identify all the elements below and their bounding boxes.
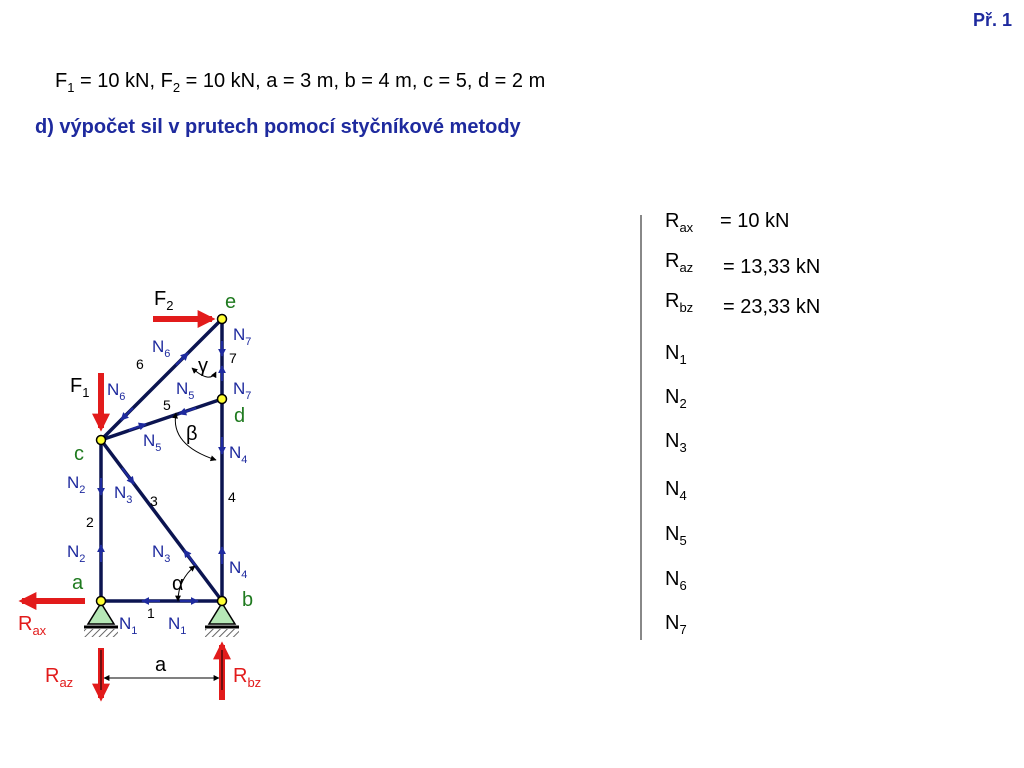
node-label-e: e (225, 291, 237, 313)
n7-label-bottom: $N_7$ (233, 379, 252, 402)
n3-label-upper: $N_3$ (114, 483, 133, 506)
rax-label: $R_{ax}$ (18, 613, 47, 638)
load-arrows (22, 319, 222, 700)
result-subscript: bz (679, 300, 694, 315)
bar-number-5: 5 (163, 397, 171, 413)
node-d (218, 395, 227, 404)
node-e (218, 315, 227, 324)
rbz-label: $R_{bz}$ (233, 665, 262, 690)
dimension-label-a: a (155, 654, 167, 676)
result-symbol: R (665, 250, 680, 272)
node-label-a: a (72, 572, 84, 594)
f2-label: $F_2$ (154, 288, 174, 313)
given-rest: = 10 kN, a = 3 m, b = 4 m, c = 5, d = 2 m (180, 70, 546, 92)
f2-subscript: 2 (172, 80, 181, 95)
bar-number-1: 1 (147, 605, 155, 621)
bar-number-3: 3 (150, 493, 158, 509)
result-subscript: 3 (679, 440, 687, 455)
n1-label-right: $N_1$ (168, 614, 187, 637)
section-subtitle: d) výpočet sil v prutech pomocí styčníkové metody (35, 116, 521, 138)
result-raz-value: = 13,33 kN (723, 256, 821, 278)
n2-label-lower: $N_2$ (67, 542, 86, 565)
beta-symbol: β (186, 423, 198, 445)
node-label-c: c (74, 443, 84, 465)
support-b (205, 603, 239, 637)
result-subscript: 7 (679, 622, 687, 637)
n4-label-lower: $N_4$ (229, 558, 248, 581)
alpha-symbol: α (172, 573, 184, 595)
result-symbol: N (665, 568, 680, 590)
result-symbol: N (665, 386, 680, 408)
f1-label: $F_1$ (70, 375, 90, 400)
n5-label-lower: $N_5$ (143, 431, 162, 454)
f1-value: = 10 kN, (74, 70, 161, 92)
node-b (218, 597, 227, 606)
result-symbol: N (665, 612, 680, 634)
result-subscript: az (679, 260, 694, 275)
result-symbol: R (665, 210, 680, 232)
result-subscript: 4 (679, 488, 687, 503)
n4-label-upper: $N_4$ (229, 443, 248, 466)
node-label-d: d (234, 405, 246, 427)
raz-label: $R_{az}$ (45, 665, 74, 690)
result-subscript: 1 (679, 352, 687, 367)
node-label-b: b (242, 589, 254, 611)
f1-symbol: F (55, 70, 68, 92)
bar-number-6: 6 (136, 356, 144, 372)
result-rbz-value: = 23,33 kN (723, 296, 821, 318)
n5-label-upper: $N_5$ (176, 379, 195, 402)
support-a (84, 603, 118, 637)
n6-label-top: $N_6$ (152, 337, 171, 360)
result-symbol: R (665, 290, 680, 312)
result-symbol: N (665, 342, 680, 364)
n7-label-top: $N_7$ (233, 325, 252, 348)
f1-subscript: 1 (67, 80, 75, 95)
bar-3 (101, 440, 222, 601)
bar-number-7: 7 (229, 350, 237, 366)
result-subscript: 5 (679, 533, 687, 548)
gamma-symbol: γ (198, 355, 208, 377)
result-symbol: N (665, 478, 680, 500)
result-rax-value: = 10 kN (720, 210, 790, 232)
bar-number-2: 2 (86, 514, 94, 530)
result-symbol: N (665, 430, 680, 452)
n3-label-lower: $N_3$ (152, 542, 171, 565)
bar-number-4: 4 (228, 489, 236, 505)
slide-number: Př. 1 (972, 10, 1012, 30)
node-a (97, 597, 106, 606)
n2-label-upper: $N_2$ (67, 473, 86, 496)
n6-label-left: $N_6$ (107, 380, 126, 403)
n1-label-left: $N_1$ (119, 614, 138, 637)
result-subscript: 6 (679, 578, 687, 593)
result-symbol: N (665, 523, 680, 545)
result-subscript: ax (679, 220, 694, 235)
node-c (97, 436, 106, 445)
result-subscript: 2 (679, 396, 687, 411)
f2-symbol: F (160, 70, 173, 92)
